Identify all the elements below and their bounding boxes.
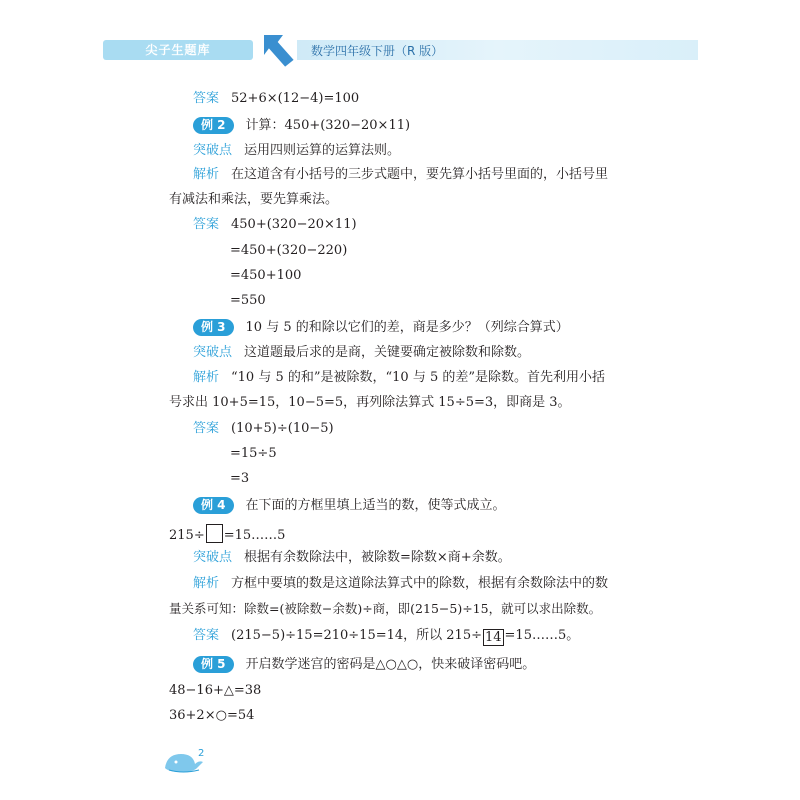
ex3-answer-step-1: (10+5)÷(10−5) <box>231 421 334 436</box>
answer-label: 答案 <box>193 628 220 643</box>
ex2-answer-line <box>193 217 357 233</box>
ex4-question: 在下面的方框里填上适当的数，使等式成立。 <box>245 498 506 513</box>
ex4-equation <box>169 524 285 544</box>
ex4-equation-left: 215÷ <box>169 528 205 543</box>
arrow-up-icon <box>255 30 299 70</box>
ex5-question-line <box>193 656 535 673</box>
ex4-keypoint-line <box>193 550 511 566</box>
ex3-analysis-line1 <box>193 370 605 386</box>
ex4-answer-line <box>193 628 579 646</box>
series-title: 尖子生题库 <box>145 43 211 57</box>
ex2-answer-step-2: =450+(320−220) <box>230 243 348 258</box>
answer-label: 答案 <box>193 217 220 232</box>
ex4-tag: 例 4 <box>193 497 234 514</box>
ex3-answer-line <box>193 421 334 437</box>
page-number: 2 <box>198 748 205 759</box>
ex2-keypoint: 运用四则运算的运算法则。 <box>244 143 401 158</box>
answer-label: 答案 <box>193 421 220 436</box>
ex3-question-line <box>193 319 569 336</box>
ex3-keypoint-line <box>193 345 530 361</box>
ex3-question: 10 与 5 的和除以它们的差，商是多少？（列综合算式） <box>245 320 569 335</box>
ex2-tag: 例 2 <box>193 117 234 134</box>
blank-box <box>206 524 223 543</box>
ex3-analysis-line2: 号求出 10+5=15，10−5=5，再列除法算式 15÷5=3，即商是 3。 <box>169 395 571 410</box>
ex2-analysis-1: 在这道含有小括号的三步式题中，要先算小括号里面的，小括号里 <box>231 167 609 182</box>
answer-box: 14 <box>484 630 502 645</box>
ex5-tag: 例 5 <box>193 656 234 673</box>
ex2-answer-step-3: =450+100 <box>230 268 302 283</box>
ex3-tag: 例 3 <box>193 319 234 336</box>
ex2-analysis-line2: 有减法和乘法，要先算乘法。 <box>169 192 339 207</box>
ex5-eq2: 36+2×○=54 <box>169 708 255 723</box>
ex2-answer-step-4: =550 <box>230 293 266 308</box>
ex4-question-line <box>193 497 506 514</box>
keypoint-label: 突破点 <box>193 143 233 158</box>
ex5-question: 开启数学迷宫的密码是△○△○，快来破译密码吧。 <box>245 657 536 672</box>
ex3-keypoint: 这道题最后求的是商，关键要确定被除数和除数。 <box>244 345 531 360</box>
ex4-analysis-line1 <box>193 576 608 592</box>
ex4-equation-right: =15……5 <box>223 528 286 543</box>
keypoint-label: 突破点 <box>193 550 233 565</box>
ex3-analysis-1: “10 与 5 的和”是被除数，“10 与 5 的差”是除数。首先利用小括 <box>231 370 606 385</box>
ex4-answer-pre: (215−5)÷15=210÷15=14，所以 215÷ <box>231 628 482 643</box>
ex4-keypoint: 根据有余数除法中，被除数=除数×商+余数。 <box>244 550 511 565</box>
ex3-answer-step-2: =15÷5 <box>230 446 277 461</box>
analysis-label: 解析 <box>193 576 220 591</box>
ex4-analysis-line2: 量关系可知：除数=(被除数−余数)÷商，即(215−5)÷15，就可以求出除数。 <box>169 601 602 616</box>
ex2-question-line <box>193 117 410 134</box>
ex2-analysis-line1 <box>193 167 608 183</box>
analysis-label: 解析 <box>193 167 220 182</box>
keypoint-label: 突破点 <box>193 345 233 360</box>
ex2-keypoint-line <box>193 143 400 159</box>
series-badge <box>103 40 253 60</box>
ex2-question: 计算：450+(320−20×11) <box>245 118 411 133</box>
ex1-answer: 52+6×(12−4)=100 <box>231 91 360 106</box>
ex4-analysis-1: 方框中要填的数是这道除法算式中的除数，根据有余数除法中的数 <box>231 576 609 591</box>
book-title: 数学四年级下册（R 版） <box>311 44 444 58</box>
ex3-answer-step-3: =3 <box>230 471 250 486</box>
ex5-eq1: 48−16+△=38 <box>169 683 262 698</box>
book-title-bar <box>297 40 698 60</box>
ex1-answer-line <box>193 91 359 107</box>
answer-label: 答案 <box>193 91 220 106</box>
ex4-answer-post: =15……5。 <box>504 628 580 643</box>
ex2-answer-step-1: 450+(320−20×11) <box>231 217 357 232</box>
analysis-label: 解析 <box>193 370 220 385</box>
